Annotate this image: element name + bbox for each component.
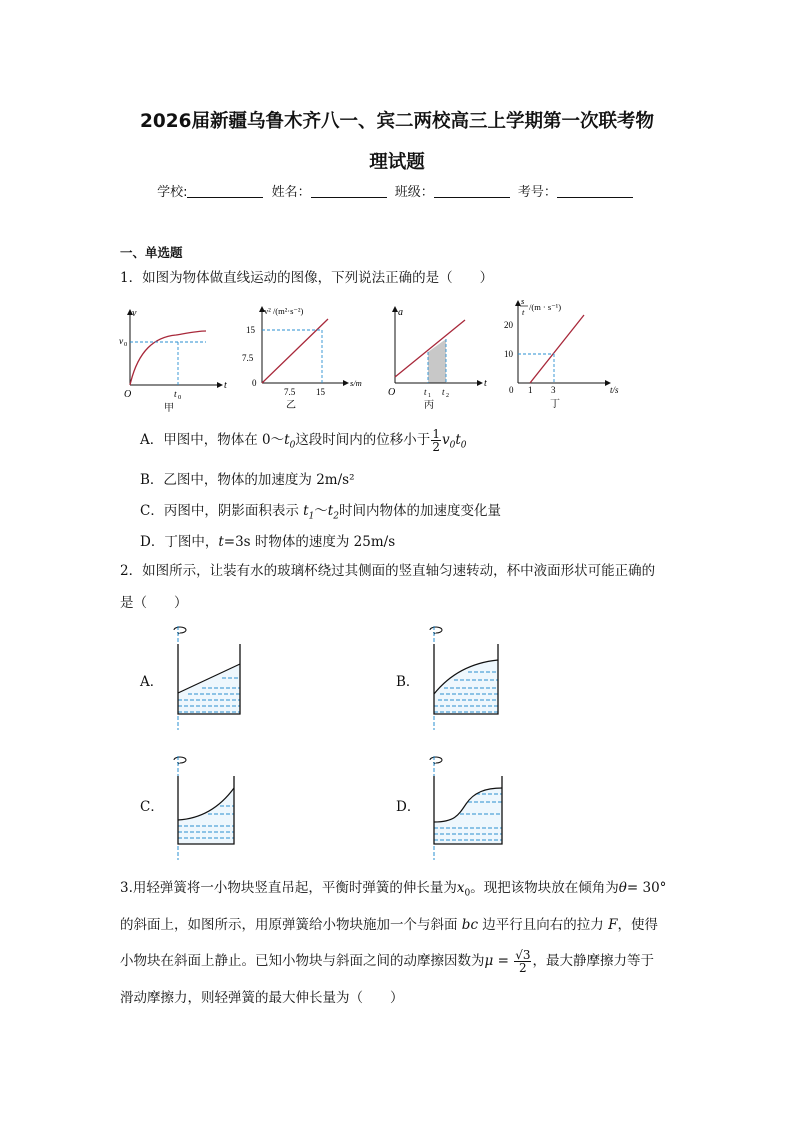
cup-d-rotation-arrow: [430, 757, 442, 763]
yi-line: [262, 319, 328, 383]
ding-ytick-20: 20: [504, 320, 513, 330]
section-title: 一、单选题: [120, 245, 183, 260]
q3-l2-end: ，使得: [617, 917, 658, 933]
q1-c-pre: C．丙图中，阴影面积表示: [140, 503, 304, 519]
q1-c-t2-sub: 2: [333, 511, 339, 522]
ding-y-den: t: [522, 307, 525, 317]
q1-a-t: t: [455, 432, 461, 448]
q1-a-pre: A．甲图中，物体在 0～: [140, 432, 285, 448]
q3-l1-pre: 3.用轻弹簧将一小物块竖直吊起，平衡时弹簧的伸长量为: [120, 880, 457, 896]
q3-mu: μ: [484, 953, 494, 969]
bing-a-label: a: [398, 307, 403, 318]
ding-caption: 丁: [550, 399, 560, 410]
ding-xtick-3: 3: [551, 385, 556, 395]
q2-label-c[interactable]: C．: [140, 799, 164, 815]
graph-jia: [119, 308, 227, 414]
ding-ytick-10: 10: [504, 349, 513, 359]
ding-xtick-1: 1: [528, 385, 533, 395]
q2-label-d[interactable]: D．: [396, 799, 421, 815]
q1-a-t0-sub: 0: [289, 440, 296, 451]
yi-y-label: v² /(m²·s⁻²): [264, 306, 304, 316]
q1-option-d[interactable]: [140, 530, 395, 550]
cup-b-rotation-arrow: [430, 627, 442, 633]
q3-frac-den: 2: [519, 961, 527, 975]
jia-v-label: v: [132, 308, 137, 319]
q1-option-b[interactable]: B．乙图中，物体的加速度为 2m/s²: [140, 472, 355, 488]
q2-cup-d[interactable]: [418, 756, 508, 862]
exam-no-blank[interactable]: [557, 184, 633, 198]
cup-d-water: [434, 788, 502, 844]
q1-stem: 1．如图为物体做直线运动的图像，下列说法正确的是（ ）: [120, 270, 494, 286]
jia-curve: [130, 331, 206, 385]
q3-l2-pre: 的斜面上，如图所示，用原弹簧给小物块施加一个与斜面: [120, 917, 462, 933]
ding-xtick-0: 0: [509, 385, 514, 395]
q3-line3: [120, 946, 654, 976]
q3-l1-mid: 。现把该物块放在倾角为: [470, 880, 619, 896]
yi-x-label: s/m: [350, 378, 362, 388]
q1-a-v: v: [441, 432, 450, 448]
bing-origin: O: [388, 387, 396, 398]
jia-t-label: t: [224, 380, 227, 391]
q1-option-c[interactable]: [140, 499, 501, 522]
q3-l2-mid: 边平行且向右的拉力: [478, 917, 609, 933]
class-label: 班级：: [394, 185, 434, 200]
school-label: 学校:: [157, 185, 188, 200]
graph-bing: [388, 307, 487, 411]
q1-d-end: =3s 时物体的速度为 25m/s: [223, 534, 396, 550]
exam-title-line1: 2026届新疆乌鲁木齐八一、宾二两校高三上学期第一次联考物: [140, 111, 654, 132]
q2-stem-line2: 是（ ）: [120, 595, 188, 611]
bing-t2-sub: 2: [446, 393, 449, 399]
graph-yi: [242, 306, 362, 411]
q1-a-mid: 这段时间内的位移小于: [295, 432, 431, 448]
q3-l1-end: = 30°: [626, 880, 667, 896]
q1-c-t2: t: [327, 503, 334, 519]
name-label: 姓名：: [271, 185, 311, 200]
q3-F: F: [608, 917, 618, 933]
q1-option-a[interactable]: [140, 428, 467, 453]
yi-xtick-15: 15: [316, 387, 325, 397]
q2-label-b[interactable]: B．: [396, 674, 420, 690]
q3-x0: x: [456, 880, 465, 896]
exam-no-label: 考号：: [517, 185, 557, 200]
student-info-row: [0, 181, 794, 200]
q3-l3-end: ，最大静摩擦力等于: [532, 953, 654, 969]
q1-c-mid: ～: [314, 503, 328, 519]
q1-a-fraction: [431, 428, 441, 453]
q1-a-frac-den: 2: [432, 440, 440, 454]
q3-bc: bc: [461, 917, 478, 933]
q1-d-t: t: [218, 534, 224, 550]
q1-graphs: [110, 295, 630, 415]
q2-label-a[interactable]: A．: [140, 674, 164, 690]
jia-t0-label: t: [174, 390, 177, 400]
bing-t2-label: t: [442, 387, 445, 397]
graph-ding: [504, 296, 619, 410]
q3-line4: 滑动摩擦力，则轻弹簧的最大伸长量为（ ）: [120, 990, 404, 1006]
q3-mu-fraction: [514, 949, 531, 974]
yi-ytick-15: 15: [246, 325, 255, 335]
ding-y-unit: /(m · s⁻¹): [529, 302, 562, 312]
cup-c-water: [178, 788, 234, 844]
bing-t1-label: t: [424, 387, 427, 397]
q1-a-v-sub: 0: [449, 440, 456, 451]
yi-ytick-0: 0: [252, 378, 257, 388]
ding-x-label: t/s: [610, 385, 619, 395]
q3-line2: [120, 910, 658, 940]
yi-caption: 乙: [286, 400, 296, 411]
jia-v0-label: v: [119, 337, 124, 347]
school-blank[interactable]: [187, 184, 263, 198]
q1-a-frac-num: 1: [432, 427, 440, 441]
q2-cup-a[interactable]: [162, 626, 248, 732]
name-blank[interactable]: [311, 184, 387, 198]
q1-d-pre: D．丁图中，: [140, 534, 219, 550]
cup-c-rotation-arrow: [174, 757, 186, 763]
q2-cup-b[interactable]: [418, 626, 504, 732]
q2-stem-line1: 2．如图所示，让装有水的玻璃杯绕过其侧面的竖直轴匀速转动，杯中液面形状可能正确的: [120, 563, 656, 579]
ding-y-num: s: [521, 296, 525, 306]
q1-c-t1-sub: 1: [308, 511, 315, 522]
bing-shaded-area: [428, 339, 446, 383]
bing-t-label: t: [484, 378, 487, 389]
q1-c-t1: t: [303, 503, 309, 519]
q2-cup-c[interactable]: [162, 756, 248, 862]
q1-a-t0: t: [284, 432, 290, 448]
q3-l3-pre: 小物块在斜面上静止。已知小物块与斜面之间的动摩擦因数为: [120, 953, 485, 969]
q3-line1: [120, 873, 666, 909]
class-blank[interactable]: [434, 184, 510, 198]
q3-theta: θ: [618, 880, 627, 896]
q3-frac-num: √3: [515, 948, 531, 962]
yi-ytick-7-5: 7.5: [242, 353, 254, 363]
bing-caption: 丙: [424, 400, 434, 411]
exam-title-line2: 理试题: [369, 152, 425, 173]
q3-x0-sub: 0: [464, 888, 471, 899]
bing-t1-sub: 1: [428, 393, 431, 399]
q1-c-end: 时间内物体的加速度变化量: [338, 503, 501, 519]
q1-a-t-sub: 0: [460, 440, 467, 451]
jia-v0-sub: 0: [124, 341, 128, 348]
cup-a-rotation-arrow: [174, 627, 186, 633]
ding-line: [530, 315, 584, 383]
q3-eq: =: [493, 953, 514, 969]
jia-origin: O: [124, 389, 132, 400]
jia-caption: 甲: [164, 403, 174, 414]
jia-t0-sub: 0: [178, 394, 182, 401]
yi-xtick-7-5: 7.5: [284, 387, 296, 397]
